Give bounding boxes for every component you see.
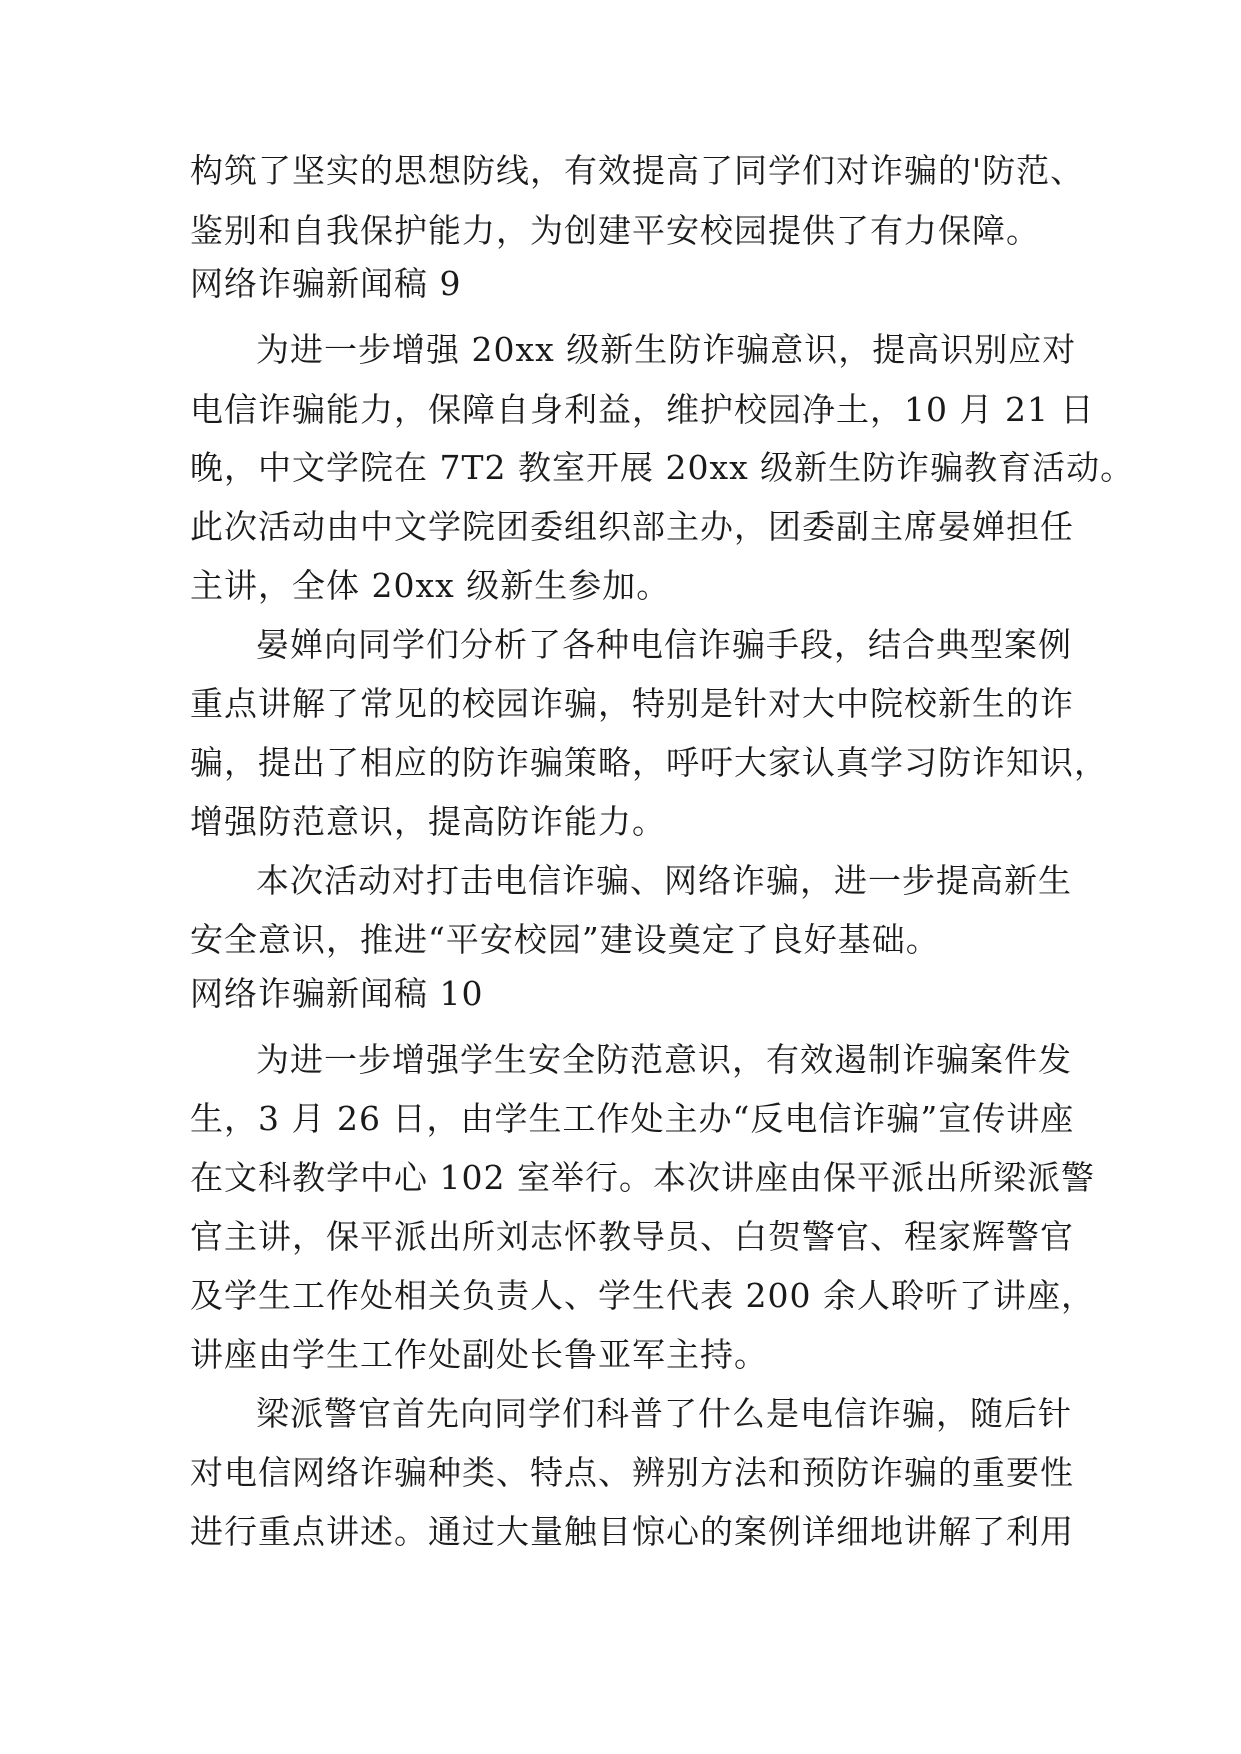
- text-line: 增强防范意识，提高防诈能力。: [190, 802, 666, 841]
- paragraph-first-line: 晏婵向同学们分析了各种电信诈骗手段，结合典型案例: [256, 625, 1072, 664]
- text-line: 构筑了坚实的思想防线，有效提高了同学们对诈骗的'防范、: [190, 151, 1085, 190]
- text-line: 进行重点讲述。通过大量触目惊心的案例详细地讲解了利用: [190, 1512, 1074, 1551]
- text-line: 晚，中文学院在 7T2 教室开展 20xx 级新生防诈骗教育活动。: [190, 448, 1135, 487]
- text-line: 鉴别和自我保护能力，为创建平安校园提供了有力保障。: [190, 211, 1040, 250]
- section-heading: 网络诈骗新闻稿 10: [190, 974, 484, 1013]
- text-line: 电信诈骗能力，保障自身利益，维护校园净土，10 月 21 日: [190, 390, 1095, 429]
- text-line: 主讲，全体 20xx 级新生参加。: [190, 566, 671, 605]
- paragraph-first-line: 为进一步增强 20xx 级新生防诈骗意识，提高识别应对: [256, 330, 1077, 369]
- text-line: 此次活动由中文学院团委组织部主办，团委副主席晏婵担任: [190, 507, 1074, 546]
- text-line: 安全意识，推进“平安校园”建设奠定了良好基础。: [190, 920, 940, 959]
- section-heading: 网络诈骗新闻稿 9: [190, 264, 462, 303]
- paragraph-first-line: 梁派警官首先向同学们科普了什么是电信诈骗，随后针: [256, 1394, 1072, 1433]
- text-line: 对电信网络诈骗种类、特点、辨别方法和预防诈骗的重要性: [190, 1453, 1074, 1492]
- text-line: 重点讲解了常见的校园诈骗，特别是针对大中院校新生的诈: [190, 684, 1074, 723]
- text-line: 官主讲，保平派出所刘志怀教导员、白贺警官、程家辉警官: [190, 1217, 1074, 1256]
- paragraph-first-line: 为进一步增强学生安全防范意识，有效遏制诈骗案件发: [256, 1040, 1072, 1079]
- paragraph-first-line: 本次活动对打击电信诈骗、网络诈骗，进一步提高新生: [256, 861, 1072, 900]
- text-line: 在文科教学中心 102 室举行。本次讲座由保平派出所梁派警: [190, 1158, 1095, 1197]
- text-line: 生，3 月 26 日，由学生工作处主办“反电信诈骗”宣传讲座: [190, 1099, 1075, 1138]
- text-line: 讲座由学生工作处副处长鲁亚军主持。: [190, 1335, 768, 1374]
- text-line: 骗，提出了相应的防诈骗策略，呼吁大家认真学习防诈知识，: [190, 743, 1108, 782]
- text-line: 及学生工作处相关负责人、学生代表 200 余人聆听了讲座，: [190, 1276, 1095, 1315]
